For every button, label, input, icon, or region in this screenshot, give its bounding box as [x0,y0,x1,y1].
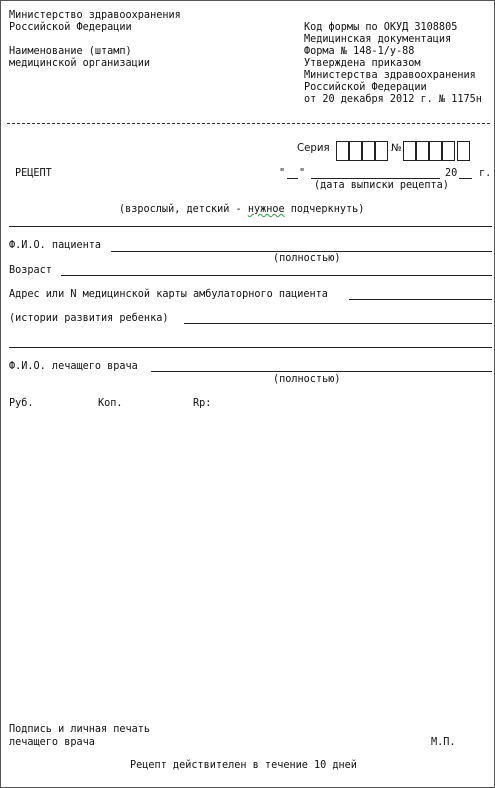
approved-line-4: от 20 декабря 2012 г. № 1175н [304,94,482,105]
age-field[interactable] [61,275,492,276]
number-box-2[interactable] [416,141,429,161]
series-box-4[interactable] [375,141,388,161]
age-label: Возраст [9,265,52,276]
age-note-before: (взрослый, детский - [119,204,248,215]
kop-label: Коп. [98,398,123,409]
doctor-name-field[interactable] [151,371,492,372]
number-box-5[interactable] [457,141,470,161]
rp-label: Rp: [193,398,212,409]
org-stamp-line-2: медицинской организации [9,58,151,69]
approved-line-3: Российской Федерации [304,82,427,93]
doctor-name-label: Ф.И.О. лечащего врача [9,361,138,372]
recipe-title: РЕЦЕПТ [15,168,52,179]
prescription-area[interactable] [216,406,486,706]
number-sign: № [391,143,402,154]
ministry-line-1: Министерство здравоохранения [9,10,181,21]
okud-code: Код формы по ОКУД 3108805 [304,22,458,33]
validity-note: Рецепт действителен в течение 10 дней [130,760,357,771]
patient-name-field[interactable] [111,251,492,252]
address-field[interactable] [349,299,492,300]
address-label: Адрес или N медицинской карты амбулаторного пациента [9,289,328,300]
series-box-2[interactable] [349,141,362,161]
date-year-suffix: г. [479,168,492,179]
rub-label: Руб. [9,398,34,409]
date-day-field[interactable] [287,178,298,179]
approved-line-1: Утверждена приказом [304,58,421,69]
date-month-field[interactable] [311,178,440,179]
history-label: (истории развития ребенка) [9,313,169,324]
series-label: Серия [297,143,330,154]
patient-name-label: Ф.И.О. пациента [9,240,102,251]
date-quote-open: " [279,168,286,179]
date-caption: (дата выписки рецепта) [314,180,449,191]
history-field[interactable] [184,323,492,324]
date-year-field[interactable] [459,178,472,179]
age-category-note [119,204,364,216]
date-year-prefix: 20 [445,168,458,179]
form-number: Форма № 148-1/у-88 [304,46,415,57]
patient-name-caption: (полностью) [273,253,341,264]
stamp-place-label: М.П. [431,737,456,748]
series-box-3[interactable] [362,141,375,161]
medical-docs-label: Медицинская документация [304,34,452,45]
signature-label-line-1: Подпись и личная печать [9,724,151,735]
org-stamp-line-1: Наименование (штамп) [9,46,132,57]
number-box-4[interactable] [442,141,455,161]
signature-label-line-2: лечащего врача [9,737,95,748]
doctor-name-caption: (полностью) [273,374,341,385]
series-box-1[interactable] [336,141,349,161]
cut-line [7,123,490,124]
date-quote-close: " [299,168,306,179]
number-box-1[interactable] [403,141,416,161]
age-note-wavy: нужное [247,204,285,215]
separator-line-1 [9,226,492,227]
ministry-line-2: Российской Федерации [9,22,132,33]
separator-line-2 [9,347,492,348]
number-box-3[interactable] [429,141,442,161]
approved-line-2: Министерства здравоохранения [304,70,476,81]
age-note-after: подчеркнуть) [284,204,365,215]
